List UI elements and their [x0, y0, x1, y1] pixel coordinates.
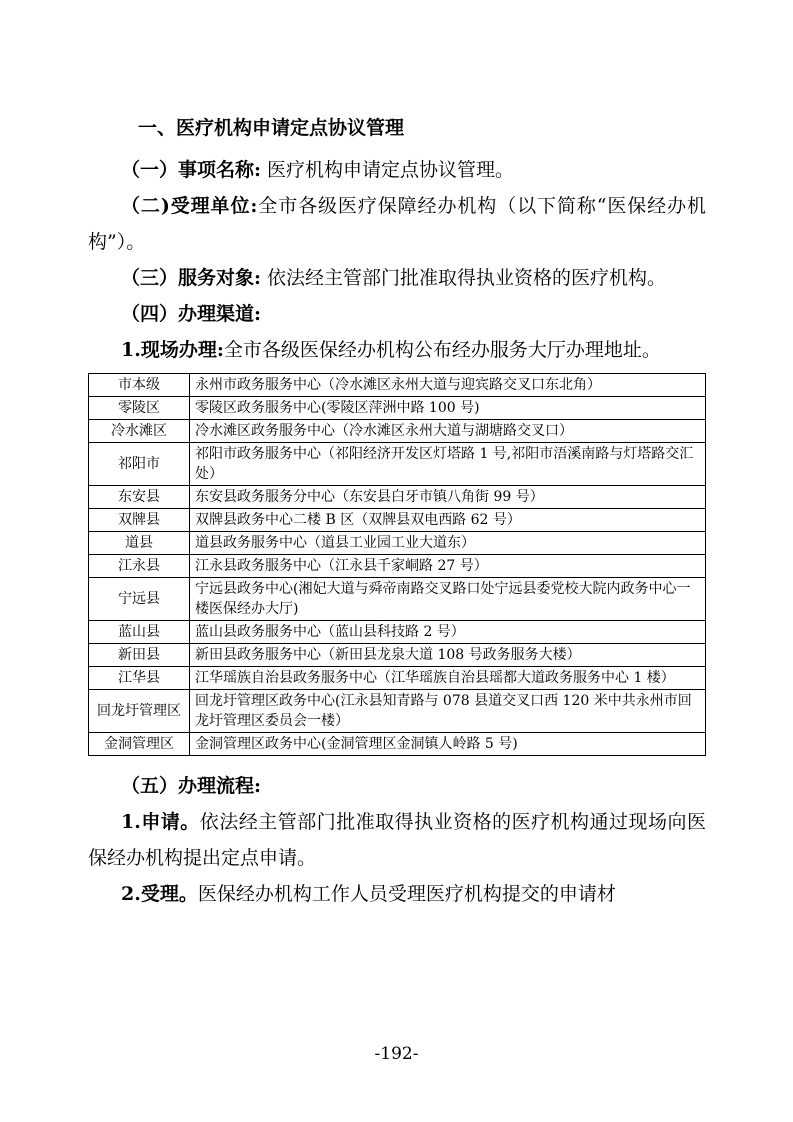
- address-cell: 江华瑶族自治县政务服务中心（江华瑶族自治县瑶都大道政务服务中心 1 楼）: [190, 667, 706, 690]
- address-cell: 金洞管理区政务中心(金洞管理区金洞镇人岭路 5 号): [190, 733, 706, 756]
- table-row: [89, 644, 706, 667]
- service-hall-table: [88, 373, 706, 756]
- section-text: 医保经办机构工作人员受理医疗机构提交的申请材: [197, 883, 616, 905]
- paragraph-channels-heading: [88, 296, 706, 332]
- district-cell: 江永县: [89, 555, 190, 578]
- document-body: [88, 108, 706, 912]
- section-text: 全市各级医保经办机构公布经办服务大厅办理地址。: [223, 339, 661, 361]
- table-row: [89, 555, 706, 578]
- district-cell: 冷水滩区: [89, 420, 190, 443]
- section-label: （二)受理单位:: [121, 195, 258, 217]
- table-row: [89, 578, 706, 621]
- address-cell: 东安县政务服务分中心（东安县白牙市镇八角街 99 号）: [190, 486, 706, 509]
- district-cell: 祁阳市: [89, 443, 190, 486]
- paragraph-process-heading: [88, 768, 706, 804]
- district-cell: 回龙圩管理区: [89, 690, 190, 733]
- table-row: [89, 532, 706, 555]
- district-cell: 江华县: [89, 667, 190, 690]
- section-label: （一）事项名称:: [121, 159, 262, 181]
- table-row: [89, 486, 706, 509]
- address-cell: 宁远县政务中心(湘妃大道与舜帝南路交叉路口处宁远县委党校大院内政务中心一楼医保经办大厅): [190, 578, 706, 621]
- paragraph-apply-step: [88, 804, 706, 876]
- section-text: 依法经主管部门批准取得执业资格的医疗机构。: [261, 267, 667, 289]
- address-cell: 双牌县政务中心二楼 B 区（双牌县双电西路 62 号）: [190, 509, 706, 532]
- service-hall-table-body: [89, 374, 706, 756]
- address-cell: 祁阳市政务服务中心（祁阳经济开发区灯塔路 1 号,祁阳市浯溪南路与灯塔路交汇处）: [190, 443, 706, 486]
- section-label: 1.现场办理:: [121, 339, 224, 361]
- district-cell: 东安县: [89, 486, 190, 509]
- paragraph-item-name: [88, 152, 706, 188]
- page-number: -192-: [374, 1044, 419, 1064]
- table-row: [89, 667, 706, 690]
- table-row: [89, 420, 706, 443]
- district-cell: 蓝山县: [89, 621, 190, 644]
- table-row: [89, 690, 706, 733]
- district-cell: 双牌县: [89, 509, 190, 532]
- section-text: 依法经主管部门批准取得执业资格的医疗机构通过现场向医保经办机构提出定点申请。: [88, 811, 706, 869]
- address-cell: 冷水滩区政务服务中心（冷水滩区永州大道与湖塘路交叉口）: [190, 420, 706, 443]
- table-row: [89, 733, 706, 756]
- table-row: [89, 443, 706, 486]
- district-cell: 宁远县: [89, 578, 190, 621]
- section-text: 全市各级医疗保障经办机构（以下简称“医保经办机构”）。: [88, 195, 706, 253]
- paragraph-service-target: [88, 260, 706, 296]
- table-row: [89, 509, 706, 532]
- district-cell: 零陵区: [89, 397, 190, 420]
- section-label: 2.受理。: [121, 883, 198, 905]
- address-cell: 蓝山县政务服务中心（蓝山县科技路 2 号）: [190, 621, 706, 644]
- address-cell: 回龙圩管理区政务中心(江永县知青路与 078 县道交叉口西 120 米中共永州市回龙圩管理区委员会一楼）: [190, 690, 706, 733]
- paragraph-accepting-unit: [88, 188, 706, 260]
- district-cell: 道县: [89, 532, 190, 555]
- table-row: [89, 621, 706, 644]
- paragraph-onsite-handling: [88, 332, 706, 368]
- address-cell: 零陵区政务服务中心(零陵区萍洲中路 100 号): [190, 397, 706, 420]
- district-cell: 新田县: [89, 644, 190, 667]
- district-cell: 市本级: [89, 374, 190, 397]
- paragraph-accept-step: [88, 876, 706, 912]
- section-label: （五）办理流程:: [121, 775, 262, 797]
- table-row: [89, 397, 706, 420]
- address-cell: 道县政务服务中心（道县工业园工业大道东）: [190, 532, 706, 555]
- address-cell: 新田县政务服务中心（新田县龙泉大道 108 号政务服务大楼）: [190, 644, 706, 667]
- district-cell: 金洞管理区: [89, 733, 190, 756]
- table-row: [89, 374, 706, 397]
- address-cell: 江永县政务服务中心（江永县千家峒路 27 号）: [190, 555, 706, 578]
- section-text: 医疗机构申请定点协议管理。: [261, 159, 515, 181]
- section-label: （三）服务对象:: [121, 267, 262, 289]
- section-label: 1.申请。: [121, 811, 200, 833]
- section-label: （四）办理渠道:: [121, 303, 262, 325]
- page-title: 一、医疗机构申请定点协议管理: [138, 117, 405, 139]
- address-cell: 永州市政务服务中心（冷水滩区永州大道与迎宾路交叉口东北角）: [190, 374, 706, 397]
